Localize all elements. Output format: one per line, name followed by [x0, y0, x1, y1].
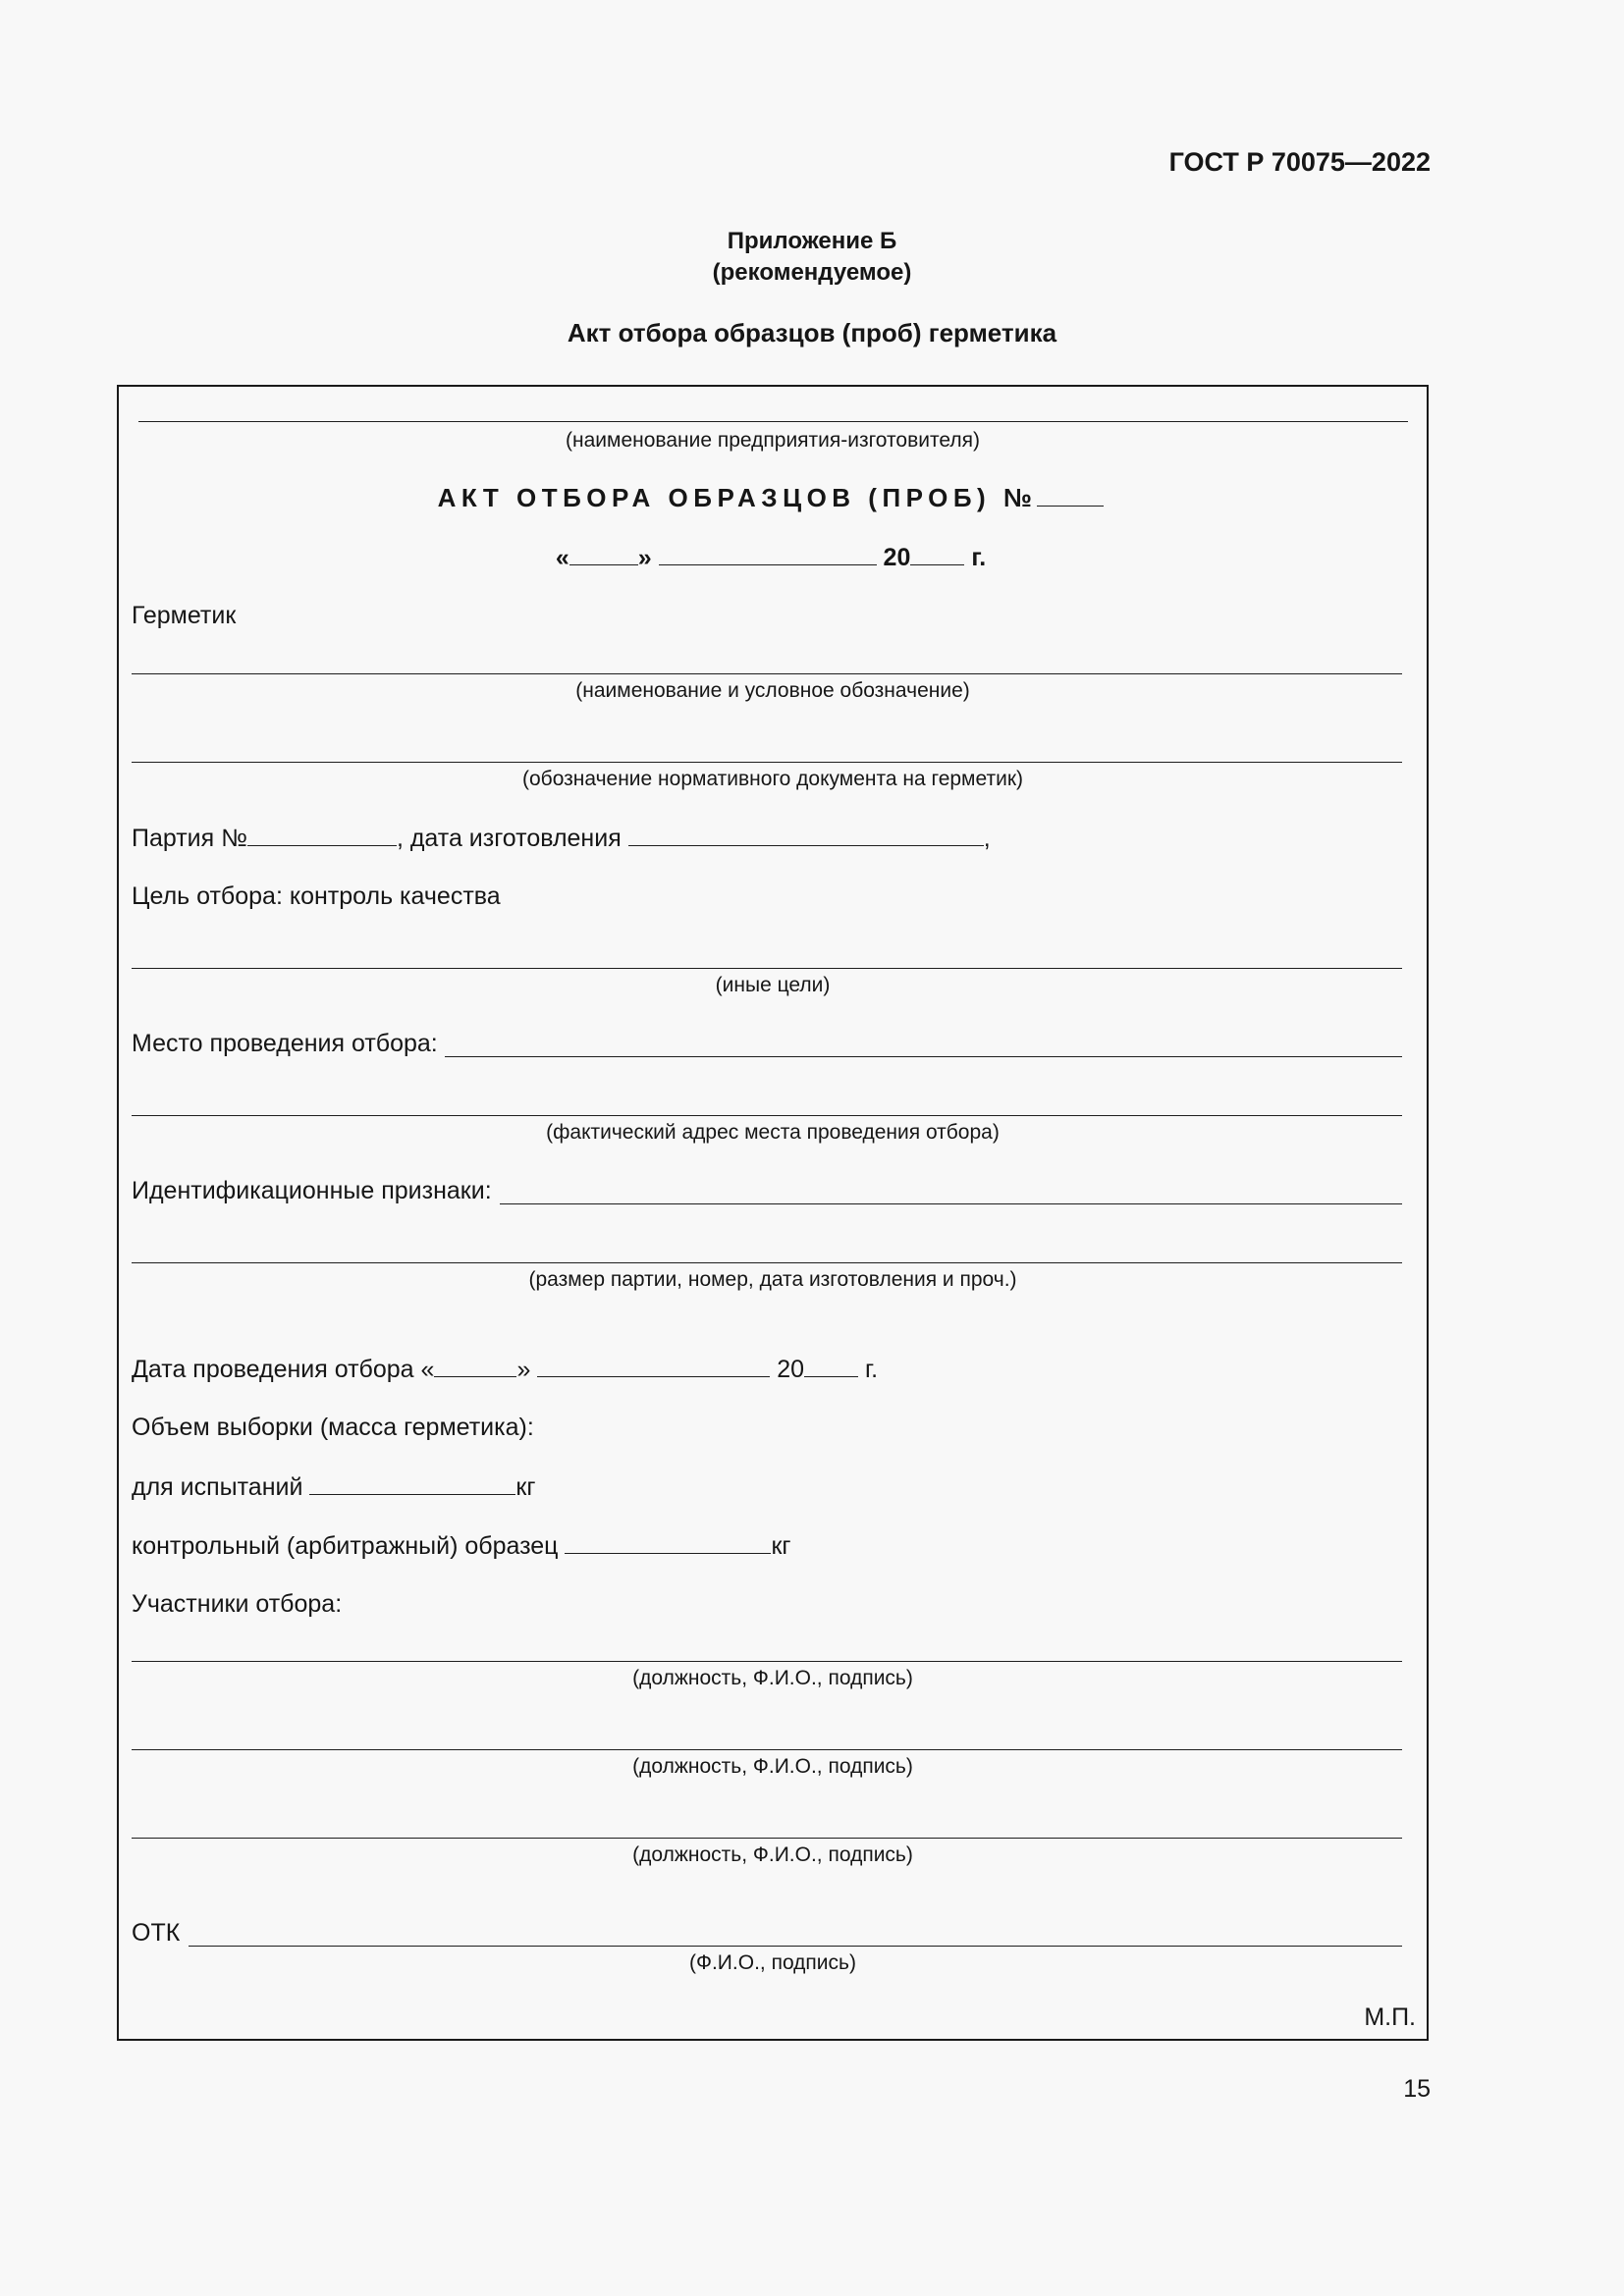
act-heading [0, 483, 1583, 513]
act-date [0, 543, 1583, 572]
participant-caption-1: (должность, Ф.И.О., подпись) [632, 1667, 913, 1689]
place-label: Место проведения отбора: [132, 1030, 438, 1057]
sealant-line [132, 673, 1402, 674]
sampling-year-blank [804, 1355, 858, 1377]
kg-unit: кг [771, 1532, 791, 1560]
manufacture-date-blank [628, 824, 984, 846]
sampling-day-blank [434, 1355, 516, 1377]
identification-caption: (размер партии, номер, дата изготовления и проч.) [528, 1268, 1017, 1291]
for-tests-blank [309, 1472, 515, 1495]
identification-label: Идентификационные признаки: [132, 1177, 492, 1204]
date-close-quote: » [637, 544, 652, 571]
participant-line-2 [132, 1749, 1402, 1750]
month-blank [659, 543, 877, 565]
form-frame [117, 385, 1429, 2041]
control-sample-label: контрольный (арбитражный) образец [132, 1532, 559, 1560]
manufacture-date-label: , дата изготовления [396, 825, 622, 852]
kg-unit: кг [515, 1473, 536, 1501]
other-purposes-line [132, 968, 1402, 969]
otk-label: ОТК [132, 1919, 181, 1947]
otk-caption: (Ф.И.О., подпись) [689, 1951, 856, 1974]
participant-caption-3: (должность, Ф.И.О., подпись) [632, 1843, 913, 1866]
address-caption: (фактический адрес места проведения отбора) [546, 1121, 1000, 1144]
participant-line-3 [132, 1838, 1402, 1839]
participant-line-1 [132, 1661, 1402, 1662]
for-tests-label: для испытаний [132, 1473, 303, 1501]
normative-line [132, 762, 1402, 763]
batch-blank [247, 824, 397, 846]
act-heading-text: АКТ ОТБОРА ОБРАЗЦОВ (ПРОБ) № [437, 483, 1038, 512]
sampling-year-suffix: г. [865, 1356, 879, 1383]
sampling-date-close: » [516, 1356, 531, 1383]
sample-volume-label: Объем выборки (масса герметика): [132, 1414, 534, 1441]
stamp-label: М.П. [1364, 2003, 1416, 2031]
manufacturer-caption: (наименование предприятия-изготовителя) [566, 429, 980, 452]
year-suffix: г. [971, 544, 987, 571]
appendix-status: (рекомендуемое) [712, 259, 912, 286]
sampling-date-row [132, 1355, 878, 1384]
control-sample-row [132, 1531, 791, 1561]
appendix-heading [0, 226, 1624, 289]
purpose-label: Цель отбора: контроль качества [132, 882, 501, 910]
batch-label: Партия № [132, 825, 247, 852]
year-prefix: 20 [883, 544, 911, 571]
participant-caption-2: (должность, Ф.И.О., подпись) [632, 1755, 913, 1778]
comma: , [983, 825, 991, 852]
otk-line [189, 1946, 1402, 1947]
sampling-year-prefix: 20 [777, 1356, 805, 1383]
appendix-title: Приложение Б [727, 228, 897, 254]
address-line [132, 1115, 1402, 1116]
sampling-month-blank [537, 1355, 770, 1377]
identification-line [500, 1203, 1402, 1204]
sampling-date-label: Дата проведения отбора « [132, 1356, 435, 1383]
normative-caption: (обозначение нормативного документа на герметик) [522, 768, 1023, 790]
identification-line-2 [132, 1262, 1402, 1263]
day-blank [569, 543, 638, 565]
batch-row [132, 824, 991, 853]
other-purposes-caption: (иные цели) [715, 974, 831, 996]
manufacturer-line [138, 421, 1408, 422]
place-line [445, 1056, 1402, 1057]
document-title: Акт отбора образцов (проб) герметика [567, 318, 1057, 347]
page-number: 15 [1403, 2075, 1431, 2103]
date-open-quote: « [555, 544, 569, 571]
control-sample-blank [565, 1531, 771, 1554]
document-code: ГОСТ Р 70075—2022 [1168, 147, 1431, 177]
year-blank [910, 543, 964, 565]
participants-label: Участники отбора: [132, 1590, 343, 1618]
sealant-caption: (наименование и условное обозначение) [575, 679, 970, 702]
act-number-blank [1037, 486, 1104, 507]
sealant-label: Герметик [132, 602, 237, 629]
for-tests-row [132, 1472, 535, 1502]
